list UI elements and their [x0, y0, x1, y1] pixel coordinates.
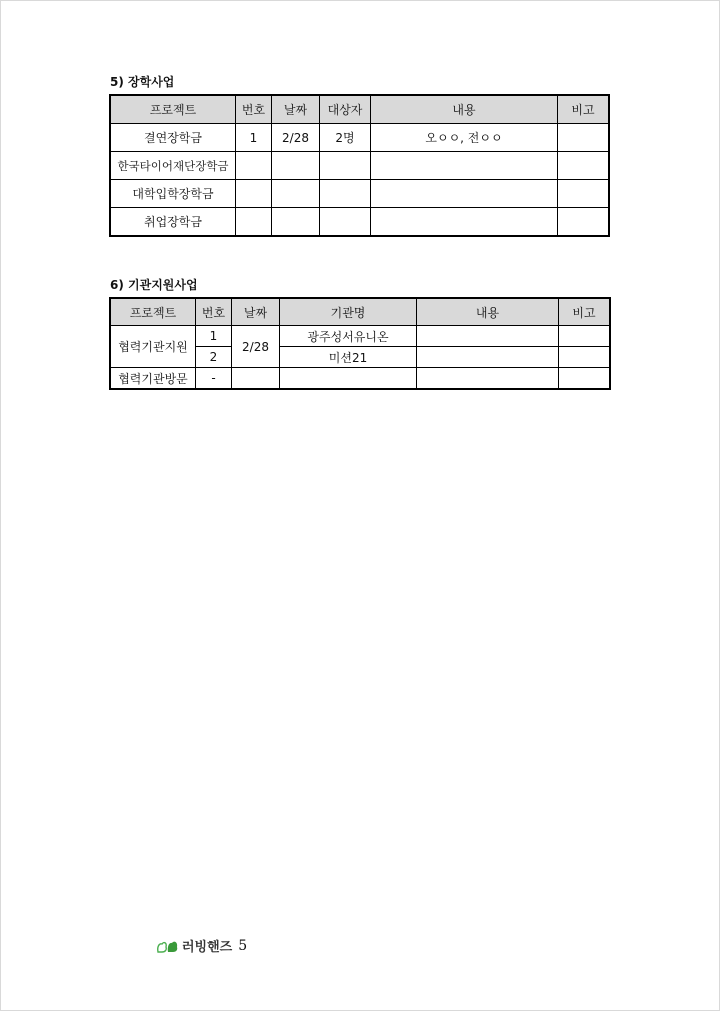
cell-org-name [280, 368, 417, 389]
cell-date [272, 152, 320, 180]
cell-number [236, 208, 272, 236]
header-note: 비고 [559, 299, 610, 326]
table-row [111, 152, 609, 180]
table-header-row [111, 299, 610, 326]
header-content: 내용 [417, 299, 559, 326]
cell-number: - [196, 368, 232, 389]
header-content: 내용 [371, 96, 558, 124]
table-row [111, 368, 610, 389]
brand-name: 러빙핸즈 [182, 940, 233, 955]
cell-date [272, 208, 320, 236]
cell-note [558, 124, 609, 152]
cell-content [417, 368, 559, 389]
cell-project: 한국타이어재단장학금 [111, 152, 236, 180]
header-number: 번호 [196, 299, 232, 326]
cell-project: 협력기관방문 [111, 368, 196, 389]
header-project: 프로젝트 [111, 96, 236, 124]
cell-project: 협력기관지원 [111, 326, 196, 368]
scholarship-table [110, 95, 609, 236]
cell-project: 결연장학금 [111, 124, 236, 152]
header-date: 날짜 [232, 299, 280, 326]
cell-note [558, 152, 609, 180]
cell-number: 2 [196, 347, 232, 368]
header-target: 대상자 [320, 96, 371, 124]
header-org-name: 기관명 [280, 299, 417, 326]
table-row [111, 326, 610, 347]
cell-org-name: 미션21 [280, 347, 417, 368]
cell-target [320, 208, 371, 236]
header-note: 비고 [558, 96, 609, 124]
header-date: 날짜 [272, 96, 320, 124]
header-number: 번호 [236, 96, 272, 124]
cell-date [272, 180, 320, 208]
page-footer [156, 936, 247, 955]
section-5-heading: 5) 장학사업 [110, 75, 175, 89]
loving-hands-logo-icon [156, 938, 180, 954]
cell-number [236, 180, 272, 208]
header-project: 프로젝트 [111, 299, 196, 326]
cell-target: 2명 [320, 124, 371, 152]
cell-target [320, 180, 371, 208]
cell-content [371, 208, 558, 236]
cell-note [558, 208, 609, 236]
table-row [111, 180, 609, 208]
cell-content [371, 152, 558, 180]
cell-content [417, 326, 559, 347]
table-row [111, 208, 609, 236]
cell-number [236, 152, 272, 180]
cell-target [320, 152, 371, 180]
cell-content [417, 347, 559, 368]
cell-date: 2/28 [232, 326, 280, 368]
cell-note [559, 326, 610, 347]
table-header-row [111, 96, 609, 124]
section-6-heading: 6) 기관지원사업 [110, 278, 198, 292]
cell-content: 오ㅇㅇ, 전ㅇㅇ [371, 124, 558, 152]
cell-org-name: 광주성서유니온 [280, 326, 417, 347]
cell-number: 1 [196, 326, 232, 347]
page-number: 5 [238, 937, 248, 954]
table-row [111, 124, 609, 152]
cell-date [232, 368, 280, 389]
cell-note [559, 347, 610, 368]
cell-number: 1 [236, 124, 272, 152]
cell-note [559, 368, 610, 389]
cell-date: 2/28 [272, 124, 320, 152]
institution-support-table [110, 298, 610, 389]
cell-project: 대학입학장학금 [111, 180, 236, 208]
cell-project: 취업장학금 [111, 208, 236, 236]
cell-note [558, 180, 609, 208]
cell-content [371, 180, 558, 208]
